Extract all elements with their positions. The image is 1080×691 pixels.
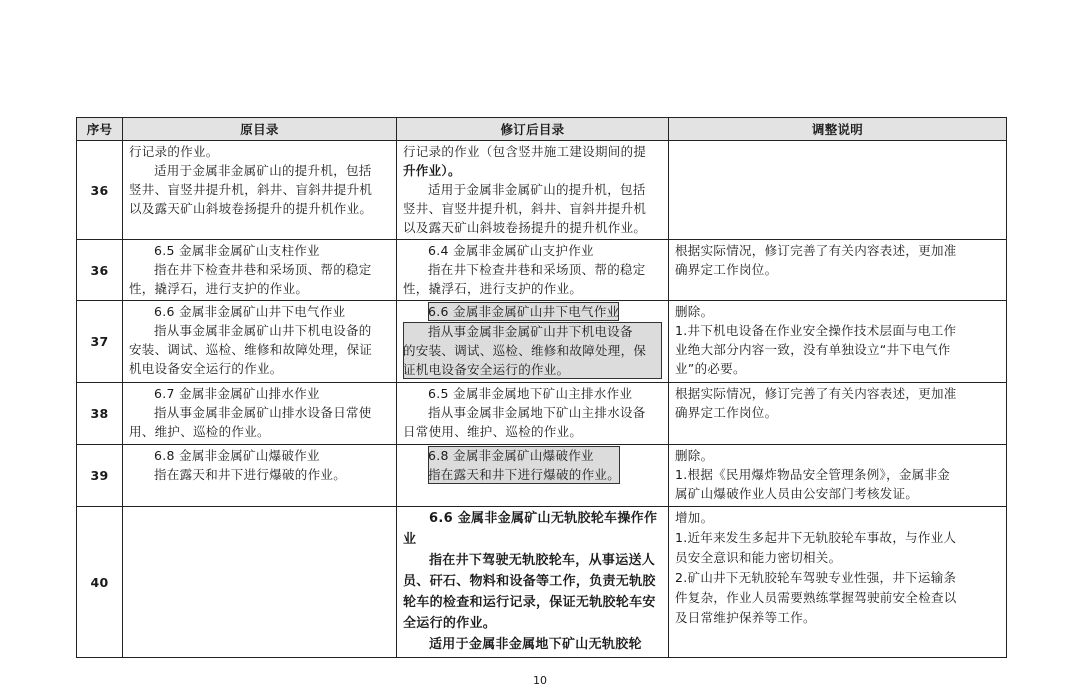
row-original <box>123 383 397 445</box>
row-note <box>669 141 1007 240</box>
text-line: 确界定工作岗位。 <box>675 405 778 420</box>
text-line: 日常使用、维护、巡检的作业。 <box>403 424 583 439</box>
header-note: 调整说明 <box>669 118 1007 141</box>
text-line: 指在井下检查井巷和采场顶、帮的稳定 <box>154 262 372 277</box>
text-line: 全运行的作业。 <box>403 616 497 631</box>
row-original <box>123 240 397 301</box>
text-line: 员安全意识和能力密切相关。 <box>675 550 842 565</box>
text-line: 根据实际情况，修订完善了有关内容表述，更加准 <box>675 243 957 258</box>
text-line: 的安装、调试、巡检、维修和故障处理，保 <box>403 343 647 358</box>
text-line: 指在井下检查井巷和采场顶、帮的稳定 <box>428 262 646 277</box>
text-line: 指在井下驾驶无轨胶轮车，从事运送人 <box>429 553 656 568</box>
table-row <box>77 141 1007 240</box>
text-line: 行记录的作业（包含竖井施工建设期间的提 <box>403 144 647 159</box>
row-original <box>123 507 397 658</box>
row-seq: 38 <box>77 383 123 445</box>
header-original: 原目录 <box>123 118 397 141</box>
row-original <box>123 445 397 507</box>
text-line: 指从事金属非金属矿山井下机电设备 <box>428 324 633 339</box>
text-line: 业”的必要。 <box>675 361 746 376</box>
text-line: 轮车的检查和运行记录，保证无轨胶轮车安 <box>403 595 656 610</box>
text-line: 6.6 金属非金属矿山井下电气作业 <box>154 304 346 319</box>
text-line: 适用于金属非金属地下矿山无轨胶轮 <box>429 637 642 652</box>
text-line: 删除。 <box>675 448 714 463</box>
row-note <box>669 240 1007 301</box>
text-line: 根据实际情况，修订完善了有关内容表述，更加准 <box>675 386 957 401</box>
row-revised <box>397 240 669 301</box>
row-original <box>123 301 397 383</box>
table-row <box>77 507 1007 658</box>
highlighted-deletion <box>428 446 620 484</box>
page-number: 10 <box>533 674 547 687</box>
text-line: 6.6 金属非金属矿山井下电气作业 <box>428 304 620 319</box>
row-revised <box>397 383 669 445</box>
highlighted-deletion <box>428 302 619 321</box>
text-line: 确界定工作岗位。 <box>675 262 778 277</box>
text-line: 指从事金属非金属地下矿山主排水设备 <box>428 405 646 420</box>
text-line: 安装、调试、巡检、维修和故障处理，保证 <box>129 342 373 357</box>
row-revised <box>397 141 669 240</box>
highlighted-deletion <box>403 322 662 379</box>
row-note <box>669 507 1007 658</box>
text-line: 适用于金属非金属矿山的提升机，包括 <box>154 163 372 178</box>
text-line: 指在露天和井下进行爆破的作业。 <box>428 467 621 482</box>
text-line: 竖井、盲竖井提升机，斜井、盲斜井提升机 <box>129 182 373 197</box>
row-seq: 37 <box>77 301 123 383</box>
row-note <box>669 301 1007 383</box>
text-line: 升作业）。 <box>403 163 461 178</box>
text-line: 及日常维护保养等工作。 <box>675 610 816 625</box>
header-seq: 序号 <box>77 118 123 141</box>
text-line: 竖井、盲竖井提升机，斜井、盲斜井提升机 <box>403 201 647 216</box>
table-header-row <box>77 118 1007 141</box>
header-revised: 修订后目录 <box>397 118 669 141</box>
text-line: 删除。 <box>675 304 714 319</box>
text-line: 指从事金属非金属矿山排水设备日常使 <box>154 405 372 420</box>
row-revised <box>397 301 669 383</box>
revision-table <box>76 117 1007 658</box>
text-line: 指从事金属非金属矿山井下机电设备的 <box>154 323 372 338</box>
text-line: 用、维护、巡检的作业。 <box>129 424 270 439</box>
text-line: 以及露天矿山斜坡卷扬提升的提升机作业。 <box>403 220 647 235</box>
row-note <box>669 383 1007 445</box>
text-line: 属矿山爆破作业人员由公安部门考核发证。 <box>675 486 919 501</box>
text-line: 6.7 金属非金属矿山排水作业 <box>154 386 320 401</box>
text-line: 机电设备安全运行的作业。 <box>129 361 283 376</box>
text-line: 2.矿山井下无轨胶轮车驾驶专业性强，井下运输条 <box>675 570 957 585</box>
text-line: 员、矸石、物料和设备等工作，负责无轨胶 <box>403 574 656 589</box>
text-line: 性，撬浮石，进行支护的作业。 <box>129 281 309 296</box>
table-row <box>77 383 1007 445</box>
text-line: 行记录的作业。 <box>129 144 219 159</box>
text-line: 6.8 金属非金属矿山爆破作业 <box>154 448 320 463</box>
table-row <box>77 240 1007 301</box>
text-line: 1.近年来发生多起井下无轨胶轮车事故，与作业人 <box>675 530 957 545</box>
row-original <box>123 141 397 240</box>
row-revised <box>397 507 669 658</box>
text-line: 6.6 金属非金属矿山无轨胶轮车操作作 <box>429 511 658 526</box>
row-note <box>669 445 1007 507</box>
text-line: 增加。 <box>675 510 714 525</box>
table-row <box>77 301 1007 383</box>
text-line: 证机电设备安全运行的作业。 <box>403 362 570 377</box>
text-line: 6.4 金属非金属矿山支护作业 <box>428 243 594 258</box>
text-line: 指在露天和井下进行爆破的作业。 <box>154 467 347 482</box>
text-line: 适用于金属非金属矿山的提升机，包括 <box>428 182 646 197</box>
text-line: 1.井下机电设备在作业安全操作技术层面与电工作 <box>675 323 957 338</box>
text-line: 件复杂，作业人员需要熟练掌握驾驶前安全检查以 <box>675 590 957 605</box>
text-line: 1.根据《民用爆炸物品安全管理条例》，金属非金 <box>675 467 951 482</box>
row-revised <box>397 445 669 507</box>
row-seq: 40 <box>77 507 123 658</box>
text-line: 性，撬浮石，进行支护的作业。 <box>403 281 583 296</box>
text-line: 业绝大部分内容一致，没有单独设立“井下电气作 <box>675 342 951 357</box>
text-line: 6.5 金属非金属矿山支柱作业 <box>154 243 320 258</box>
row-seq: 36 <box>77 240 123 301</box>
row-seq: 39 <box>77 445 123 507</box>
text-line: 6.8 金属非金属矿山爆破作业 <box>428 448 594 463</box>
table-row <box>77 445 1007 507</box>
text-line: 6.5 金属非金属地下矿山主排水作业 <box>428 386 633 401</box>
row-seq: 36 <box>77 141 123 240</box>
text-line: 业 <box>403 532 417 547</box>
text-line: 以及露天矿山斜坡卷扬提升的提升机作业。 <box>129 201 373 216</box>
